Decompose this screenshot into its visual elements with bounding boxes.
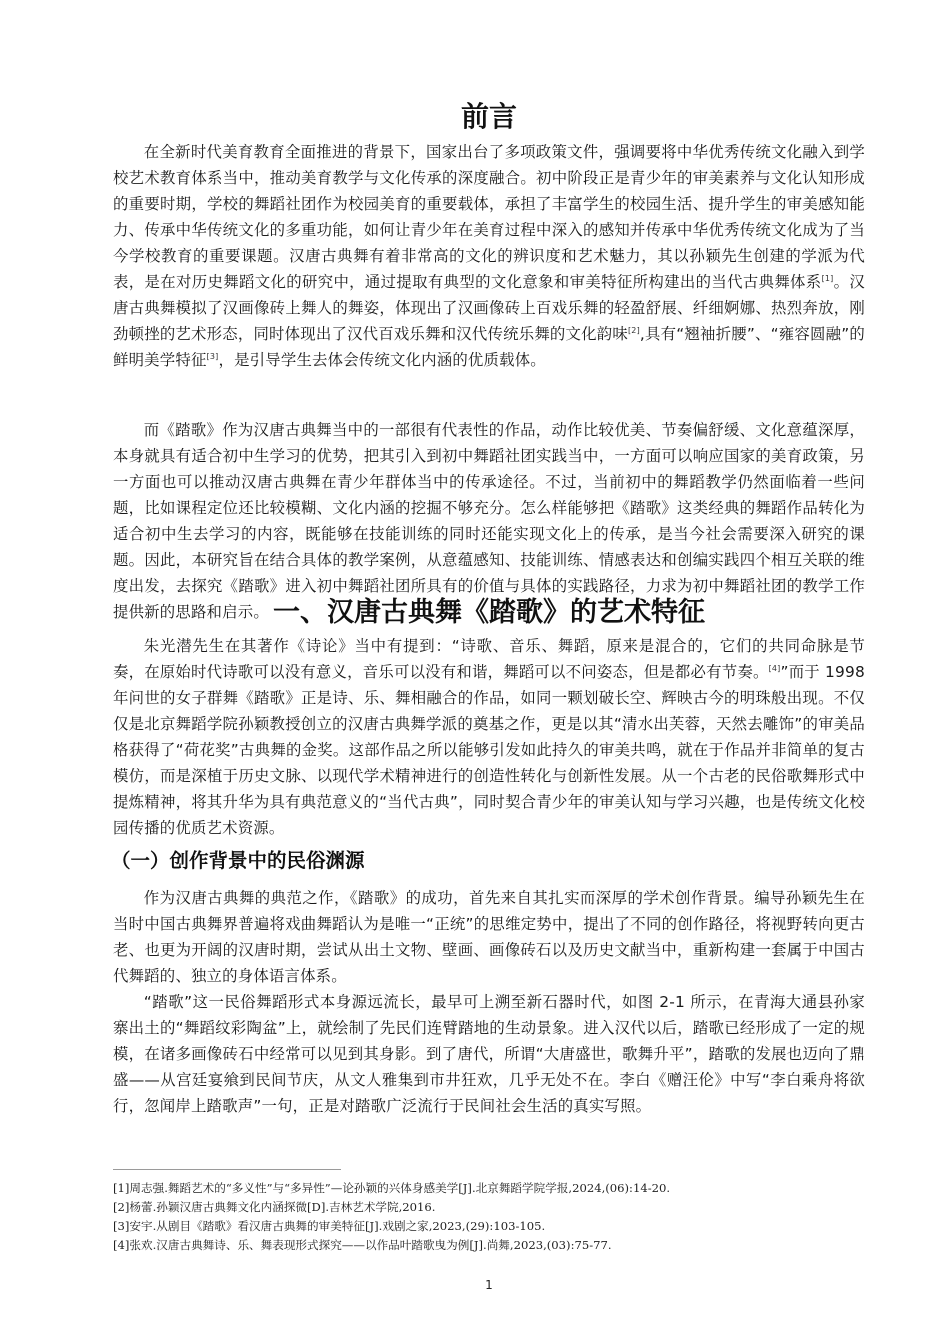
preface-p1-text-c: ,具有“翘袖折腰”、“雍容圆融”的鲜明美学特征 (113, 325, 866, 369)
footnote-ref-3[interactable]: [3] (206, 351, 219, 361)
section-1-heading: 一、汉唐古典舞《踏歌》的艺术特征 (273, 597, 705, 628)
footnote-3: [3]安宇.从剧目《踏歌》看汉唐古典舞的审美特征[J].戏剧之家,2023,(29):103-105. (113, 1219, 546, 1233)
preface-title: 前言 (460, 100, 517, 133)
footnote-ref-1[interactable]: [1] (821, 273, 834, 283)
section-1-paragraph-1 (113, 633, 865, 841)
section-1-p1-text-b: ”而于 1998 年问世的女子群舞《踏歌》正是诗、乐、舞相融合的作品，如同一颗划破长空、辉映古今的明珠般出现。不仅仅是北京舞蹈学院孙颖教授创立的汉唐古典舞学派的奠基之作，更是以其“清水出芙蓉，天然去雕饰”的审美品格获得了“荷花奖”古典舞的金奖。这部作品之所以能够引发如此持久的审美共鸣，就在于作品并非简单的复古模仿，而是深植于历史文脉、以现代学术精神进行的创造性转化与创新性发展。从一个古老的民俗歌舞形式中提炼精神，将其升华为具有典范意义的“当代古典”，同时契合青少年的审美认知与学习兴趣，也是传统文化校园传播的优质艺术资源。 (113, 663, 865, 837)
footnote-1: [1]周志强.舞蹈艺术的“多义性”与“多异性”—论孙颖的兴体身感美学[J].北京舞蹈学院学报,2024,(06):14-20. (113, 1181, 671, 1195)
footnote-4: [4]张欢.汉唐古典舞诗、乐、舞表现形式探究——以作品叶踏歌曳为例[J].尚舞,2023,(03):75-77. (113, 1238, 612, 1252)
footnotes-list (113, 1179, 865, 1255)
preface-p1-text-b: 。汉唐古典舞模拟了汉画像砖上舞人的舞姿，体现出了汉画像砖上百戏乐舞的轻盈舒展、纤细婀娜、热烈奔放，刚劲顿挫的艺术形态，同时体现出了汉代百戏乐舞和汉代传统乐舞的文化韵味 (113, 273, 865, 343)
subsection-1-paragraph-2: “踏歌”这一民俗舞蹈形式本身源远流长，最早可上溯至新石器时代，如图 2-1 所示，在青海大通县孙家寨出土的“舞蹈纹彩陶盆”上，就绘制了先民们连臂踏地的生动景象。进入汉代以后，踏歌已经形成了一定的规模，在诸多画像砖石中经常可以见到其身影。到了唐代，所谓“大唐盛世，歌舞升平”，踏歌的发展也迈向了鼎盛——从宫廷宴飨到民间节庆，从文人雅集到市井狂欢，几乎无处不在。李白《赠汪伦》中写“李白乘舟将欲行，忽闻岸上踏歌声”一句，正是对踏歌广泛流行于民间社会生活的真实写照。 (113, 993, 865, 1115)
preface-p1-text-a: 在全新时代美育教育全面推进的背景下，国家出台了多项政策文件，强调要将中华优秀传统文化融入到学校艺术教育体系当中，推动美育教学与文化传承的深度融合。初中阶段正是青少年的审美素养与文化认知形成的重要时期，学校的舞蹈社团作为校园美育的重要载体，承担了丰富学生的校园生活、提升学生的审美感知能力、传承中华传统文化的多重功能，如何让青少年在美育过程中深入的感知并传承中华优秀传统文化成为了当今学校教育的重要课题。汉唐古典舞有着非常高的文化的辨识度和艺术魅力，其以孙颖先生创建的学派为代表，是在对历史舞蹈文化的研究中，通过提取有典型的文化意象和审美特征所构建出的当代古典舞体系 (113, 143, 865, 291)
footnote-divider (113, 1169, 341, 1170)
footnote-ref-2[interactable]: [2] (627, 325, 640, 335)
section-1-p1-text-a: 朱光潜先生在其著作《诗论》当中有提到：“诗歌、音乐、舞蹈，原来是混合的，它们的共同命脉是节奏，在原始时代诗歌可以没有意义，音乐可以没有和谐，舞蹈可以不问姿态，但是都必有节奏。 (113, 637, 865, 681)
footnote-2: [2]杨蕾.孙颖汉唐古典舞文化内涵探微[D].吉林艺术学院,2016. (113, 1200, 436, 1214)
preface-paragraph-2: 而《踏歌》作为汉唐古典舞当中的一部很有代表性的作品，动作比较优美、节奏偏舒缓、文化意蕴深厚，本身就具有适合初中生学习的优势，把其引入到初中舞蹈社团实践当中，一方面可以响应国家的美育政策，另一方面也可以推动汉唐古典舞在青少年群体当中的传承途径。不过，当前初中的舞蹈教学仍然面临着一些问题，比如课程定位还比较模糊、文化内涵的挖掘不够充分。怎么样能够把《踏歌》这类经典的舞蹈作品转化为适合初中生去学习的内容，既能够在技能训练的同时还能实现文化上的传承，是当今社会需要深入研究的课题。因此，本研究旨在结合具体的教学案例，从意蕴感知、技能训练、情感表达和创编实践四个相互关联的维度出发，去探究《踏歌》进入初中舞蹈社团所具有的价值与具体的实践路径，力求为初中舞蹈社团的教学工作提供新的思路和启示。 (113, 421, 865, 621)
page-number: 1 (485, 1278, 493, 1292)
preface-paragraph-1 (113, 139, 865, 373)
preface-p1-text-d: ，是引导学生去体会传统文化内涵的优质载体。 (218, 351, 546, 369)
subsection-1-paragraph-1: 作为汉唐古典舞的典范之作，《踏歌》的成功，首先来自其扎实而深厚的学术创作背景。编导孙颖先生在当时中国古典舞界普遍将戏曲舞蹈认为是唯一“正统”的思维定势中，提出了不同的创作路径，将视野转向更古老、也更为开阔的汉唐时期，尝试从出土文物、壁画、画像砖石以及历史文献当中，重新构建一套属于中国古代舞蹈的、独立的身体语言体系。 (113, 889, 865, 985)
footnote-ref-4[interactable]: [4] (768, 663, 781, 673)
subsection-1-heading: （一）创作背景中的民俗渊源 (111, 849, 365, 872)
